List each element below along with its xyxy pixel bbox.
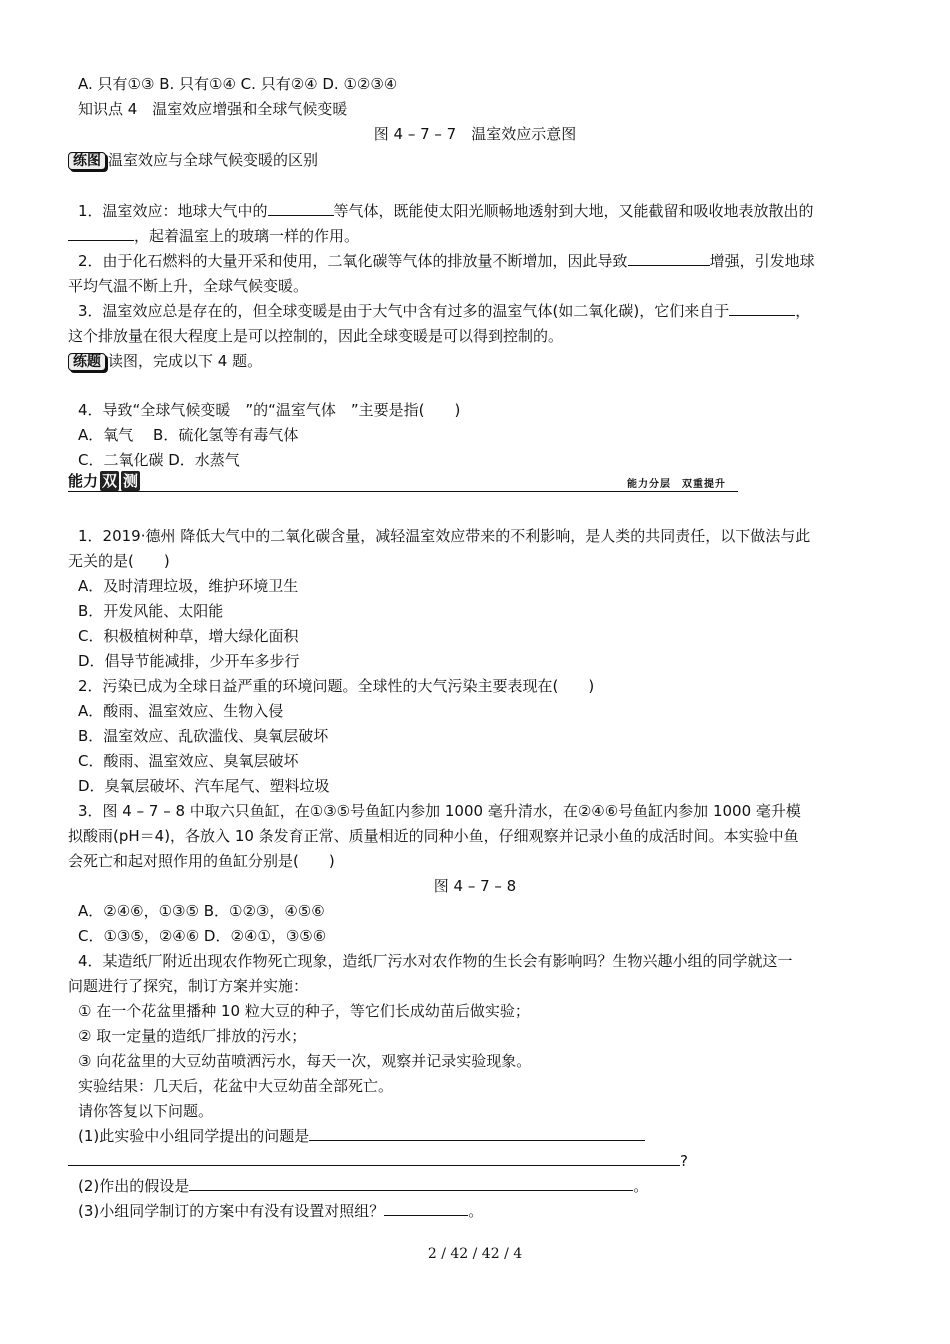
option-line: D．倡导节能减排，少开车多步行 (78, 652, 300, 670)
question-line: 1．2019·德州 降低大气中的二氧化碳含量，减轻温室效应带来的不利影响，是人类的共同责任，以下做法与此 (78, 527, 811, 545)
instruction-line: 请你答复以下问题。 (78, 1102, 214, 1120)
answer-blank[interactable] (68, 1151, 680, 1166)
practice-figure-heading (68, 150, 318, 170)
question-line: 4．某造纸厂附近出现农作物死亡现象，造纸厂污水对农作物的生长会有影响吗？生物兴趣小组的同学就这一 (78, 952, 793, 970)
practice-figure-title: 温室效应与全球气候变暖的区别 (108, 151, 319, 169)
section-heading: 知识点 4 温室效应增强和全球气候变暖 (78, 100, 348, 118)
text: 3．温室效应总是存在的，但全球变暖是由于大气中含有过多的温室气体(如二氧化碳)，它们来自于 (78, 302, 730, 320)
banner-box: 测 (123, 472, 139, 490)
text: (1)此实验中小组同学提出的问题是 (78, 1127, 310, 1145)
option-line: D．臭氧层破坏、汽车尾气、塑料垃圾 (78, 777, 330, 795)
figure-caption: 图 4 – 7 – 7 温室效应示意图 (373, 125, 577, 143)
question-line: 拟酸雨(pH＝4)，各放入 10 条发育正常、质量相近的同种小鱼，仔细观察并记录小鱼的成活时间。本实验中鱼 (68, 827, 799, 845)
banner-rule (68, 491, 738, 492)
step-line: ③ 向花盆里的大豆幼苗喷洒污水，每天一次，观察并记录实验现象。 (78, 1052, 532, 1070)
sub-question-cont (68, 1151, 688, 1171)
practice-question-heading (68, 351, 262, 371)
question-line: 会死亡和起对照作用的鱼缸分别是( ) (68, 852, 335, 870)
step-line: ① 在一个花盆里播种 10 粒大豆的种子，等它们长成幼苗后做实验； (78, 1002, 530, 1020)
option-line: C．二氧化碳 D．水蒸气 (78, 451, 240, 469)
option-line: A．氧气 B．硫化氢等有毒气体 (78, 426, 299, 444)
banner-subtitle: 能力分层 双重提升 (627, 479, 726, 490)
question-line: 这个排放量在很大程度上是可以控制的，因此全球变暖是可以得到控制的。 (68, 327, 564, 345)
answer-blank[interactable] (309, 1126, 645, 1141)
question-line (68, 226, 359, 246)
text: 等气体，既能使太阳光顺畅地透射到大地，又能截留和吸收地表放散出的 (333, 202, 814, 220)
question-line: 3．图 4 – 7 – 8 中取六只鱼缸，在①③⑤号鱼缸内参加 1000 毫升清水，在②④⑥号鱼缸内参加 1000 毫升模 (78, 802, 801, 820)
question-line (78, 251, 815, 271)
section-banner (68, 471, 738, 497)
question-line: 平均气温不断上升，全球气候变暖。 (68, 277, 309, 295)
option-line: C．积极植树种草，增大绿化面积 (78, 627, 299, 645)
banner-title (68, 471, 140, 491)
question-line: 无关的是( ) (68, 552, 170, 570)
question-line (78, 201, 814, 221)
question-line: 4．导致“全球气候变暖 ”的“温室气体 ”主要是指( ) (78, 401, 461, 419)
option-line: B．温室效应、乱砍滥伐、臭氧层破坏 (78, 727, 329, 745)
answer-blank[interactable] (189, 1176, 633, 1191)
practice-figure-tag: 练图 (68, 152, 106, 170)
text: 增强，引发地球 (709, 252, 815, 270)
text: ? (680, 1152, 688, 1170)
text: (3)小组同学制订的方案中有没有设置对照组？ (78, 1202, 385, 1220)
option-line: A．②④⑥，①③⑤ B．①②③，④⑤⑥ (78, 902, 325, 920)
answer-blank[interactable] (384, 1201, 468, 1216)
text: ， (795, 302, 811, 320)
banner-text: 能力 (68, 472, 99, 490)
sub-question (78, 1126, 645, 1146)
option-line: A．及时清理垃圾，维护环境卫生 (78, 577, 299, 595)
option-line: C．①③⑤，②④⑥ D．②④①，③⑤⑥ (78, 927, 327, 945)
practice-question-title: 读图，完成以下 4 题。 (108, 352, 263, 370)
option-line: B．开发风能、太阳能 (78, 602, 224, 620)
sub-question (78, 1201, 483, 1221)
sub-question (78, 1176, 648, 1196)
practice-question-tag: 练题 (68, 353, 106, 371)
question-line: 问题进行了探究，制订方案并实施： (68, 977, 309, 995)
figure-caption: 图 4 – 7 – 8 (433, 877, 517, 895)
text: 。 (468, 1202, 484, 1220)
page-number: 2 / 42 / 42 / 4 (427, 1246, 523, 1262)
text: ，起着温室上的玻璃一样的作用。 (134, 227, 360, 245)
result-line: 实验结果：几天后，花盆中大豆幼苗全部死亡。 (78, 1077, 394, 1095)
step-line: ② 取一定量的造纸厂排放的污水； (78, 1027, 307, 1045)
option-line: C．酸雨、温室效应、臭氧层破坏 (78, 752, 299, 770)
answer-blank[interactable] (68, 226, 134, 241)
text: 1．温室效应：地球大气中的 (78, 202, 268, 220)
answer-blank[interactable] (268, 201, 334, 216)
question-line (78, 301, 810, 321)
option-line: A．酸雨、温室效应、生物入侵 (78, 702, 284, 720)
question-line: 2．污染已成为全球日益严重的环境问题。全球性的大气污染主要表现在( ) (78, 677, 595, 695)
option-line: A. 只有①③ B. 只有①④ C. 只有②④ D. ①②③④ (78, 75, 398, 93)
text: (2)作出的假设是 (78, 1177, 190, 1195)
text: 2．由于化石燃料的大量开采和使用，二氧化碳等气体的排放量不断增加，因此导致 (78, 252, 628, 270)
answer-blank[interactable] (628, 251, 710, 266)
banner-box: 双 (102, 472, 118, 490)
text: 。 (633, 1177, 649, 1195)
answer-blank[interactable] (729, 301, 795, 316)
